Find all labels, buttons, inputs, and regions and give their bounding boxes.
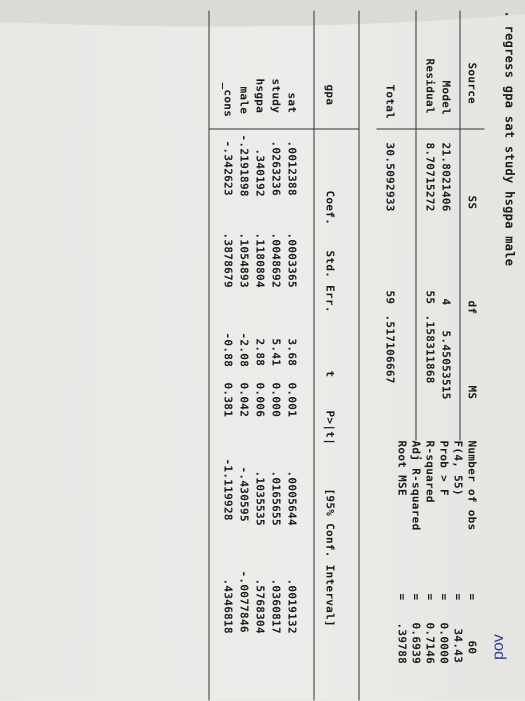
stat-value: 0.6939 bbox=[409, 622, 423, 665]
stat-label: Number of obs bbox=[465, 440, 479, 531]
coef-row-ci-high: .0019132 bbox=[285, 578, 299, 634]
coef-row-var: _cons bbox=[221, 82, 235, 118]
coef-row-ci-low: .0165655 bbox=[269, 470, 283, 526]
stat-label: F(4, 55) bbox=[451, 440, 465, 496]
handwritten-note: pov bbox=[490, 634, 507, 660]
coef-bottom-rule bbox=[209, 11, 210, 701]
stat-equals: = bbox=[451, 593, 465, 601]
anova-row-df: 4 bbox=[439, 298, 453, 306]
coef-row-var: study bbox=[269, 78, 283, 114]
anova-total-source: Total bbox=[383, 84, 397, 120]
stata-command: . regress gpa sat study hsgpa male bbox=[502, 10, 517, 267]
coef-row-ci-low: -.430595 bbox=[237, 466, 251, 522]
stat-value: .39788 bbox=[395, 622, 409, 665]
stat-value: 0.7146 bbox=[423, 622, 437, 665]
anova-header-source: Source bbox=[465, 62, 479, 105]
anova-header-rule bbox=[460, 11, 461, 441]
coef-row-se: .0048692 bbox=[269, 232, 283, 288]
coef-row-ci-low: .0005644 bbox=[285, 470, 299, 526]
stat-equals: = bbox=[465, 593, 479, 601]
anova-header-ms: MS bbox=[465, 385, 479, 400]
coef-row-ci-high: .5768304 bbox=[253, 578, 267, 634]
anova-row-ms: 5.45053515 bbox=[439, 330, 453, 400]
anova-row-ss: 21.8021406 bbox=[439, 142, 453, 212]
coef-top-rule bbox=[359, 11, 360, 701]
coef-row-coef: -.342623 bbox=[221, 140, 235, 196]
coef-header-var: gpa bbox=[323, 84, 337, 106]
stat-label: R-squared bbox=[423, 440, 437, 503]
coef-row-se: .3878679 bbox=[221, 232, 235, 288]
anova-row-ss: 8.70715272 bbox=[423, 142, 437, 212]
anova-total-rule bbox=[416, 11, 417, 441]
stat-label: Root MSE bbox=[395, 440, 409, 496]
stat-label: Adj R-squared bbox=[409, 440, 423, 531]
coef-row-p: 0.000 bbox=[269, 382, 283, 418]
coef-header-coef: Coef. bbox=[323, 190, 337, 226]
anova-row-df: 55 bbox=[423, 290, 437, 305]
anova-total-ss: 30.5092933 bbox=[383, 142, 397, 212]
anova-row-source: Model bbox=[439, 80, 453, 116]
coef-row-se: .0003365 bbox=[285, 232, 299, 288]
anova-total-ms: .517106667 bbox=[383, 314, 397, 384]
coef-row-ci-high: .4346818 bbox=[221, 578, 235, 634]
anova-total-df: 59 bbox=[383, 290, 397, 305]
stat-equals: = bbox=[395, 593, 409, 601]
coef-row-var: hsgpa bbox=[253, 78, 267, 114]
coef-row-ci-high: .0360817 bbox=[269, 578, 283, 634]
coef-row-se: .1054893 bbox=[237, 232, 251, 288]
anova-row-ms: .158311868 bbox=[423, 314, 437, 384]
coef-row-coef: .0263236 bbox=[269, 140, 283, 196]
coef-row-ci-high: -.0077846 bbox=[237, 570, 251, 633]
coef-row-var: male bbox=[237, 86, 251, 115]
coef-row-p: 0.006 bbox=[253, 382, 267, 418]
coef-row-ci-low: .1035535 bbox=[253, 470, 267, 526]
coef-header-t: t bbox=[323, 370, 337, 378]
anova-row-source: Residual bbox=[423, 58, 437, 114]
coef-header-ci: [95% Conf. Interval] bbox=[323, 488, 337, 627]
anova-column-divider bbox=[377, 129, 485, 130]
stat-value: 60 bbox=[465, 640, 479, 655]
coef-row-coef: -.2191898 bbox=[237, 134, 251, 197]
coef-row-t: -0.88 bbox=[221, 332, 235, 368]
coef-row-t: 5.41 bbox=[269, 338, 283, 367]
coef-header-p: P>|t| bbox=[323, 410, 337, 446]
coef-row-ci-low: -1.119928 bbox=[221, 458, 235, 521]
coef-row-p: 0.001 bbox=[285, 382, 299, 418]
coef-row-t: -2.08 bbox=[237, 332, 251, 368]
stat-equals: = bbox=[409, 593, 423, 601]
coef-row-t: 2.88 bbox=[253, 338, 267, 367]
anova-header-df: df bbox=[465, 300, 479, 315]
anova-header-ss: SS bbox=[465, 195, 479, 210]
stat-value: 0.0000 bbox=[437, 622, 451, 665]
stat-equals: = bbox=[437, 593, 451, 601]
coef-row-coef: .340192 bbox=[253, 148, 267, 197]
stat-label: Prob > F bbox=[437, 440, 451, 496]
coef-column-divider bbox=[210, 129, 360, 130]
coef-header-rule bbox=[314, 11, 315, 701]
coef-row-p: 0.381 bbox=[221, 382, 235, 418]
coef-row-t: 3.68 bbox=[285, 338, 299, 367]
coef-row-coef: .0012388 bbox=[285, 140, 299, 196]
stat-value: 34.43 bbox=[451, 628, 465, 664]
coef-header-se: Std. Err. bbox=[323, 250, 337, 313]
regression-output-printout bbox=[0, 1, 525, 701]
coef-row-p: 0.042 bbox=[237, 382, 251, 418]
stat-equals: = bbox=[423, 593, 437, 601]
coef-row-se: .1180804 bbox=[253, 232, 267, 288]
coef-row-var: sat bbox=[285, 92, 299, 114]
